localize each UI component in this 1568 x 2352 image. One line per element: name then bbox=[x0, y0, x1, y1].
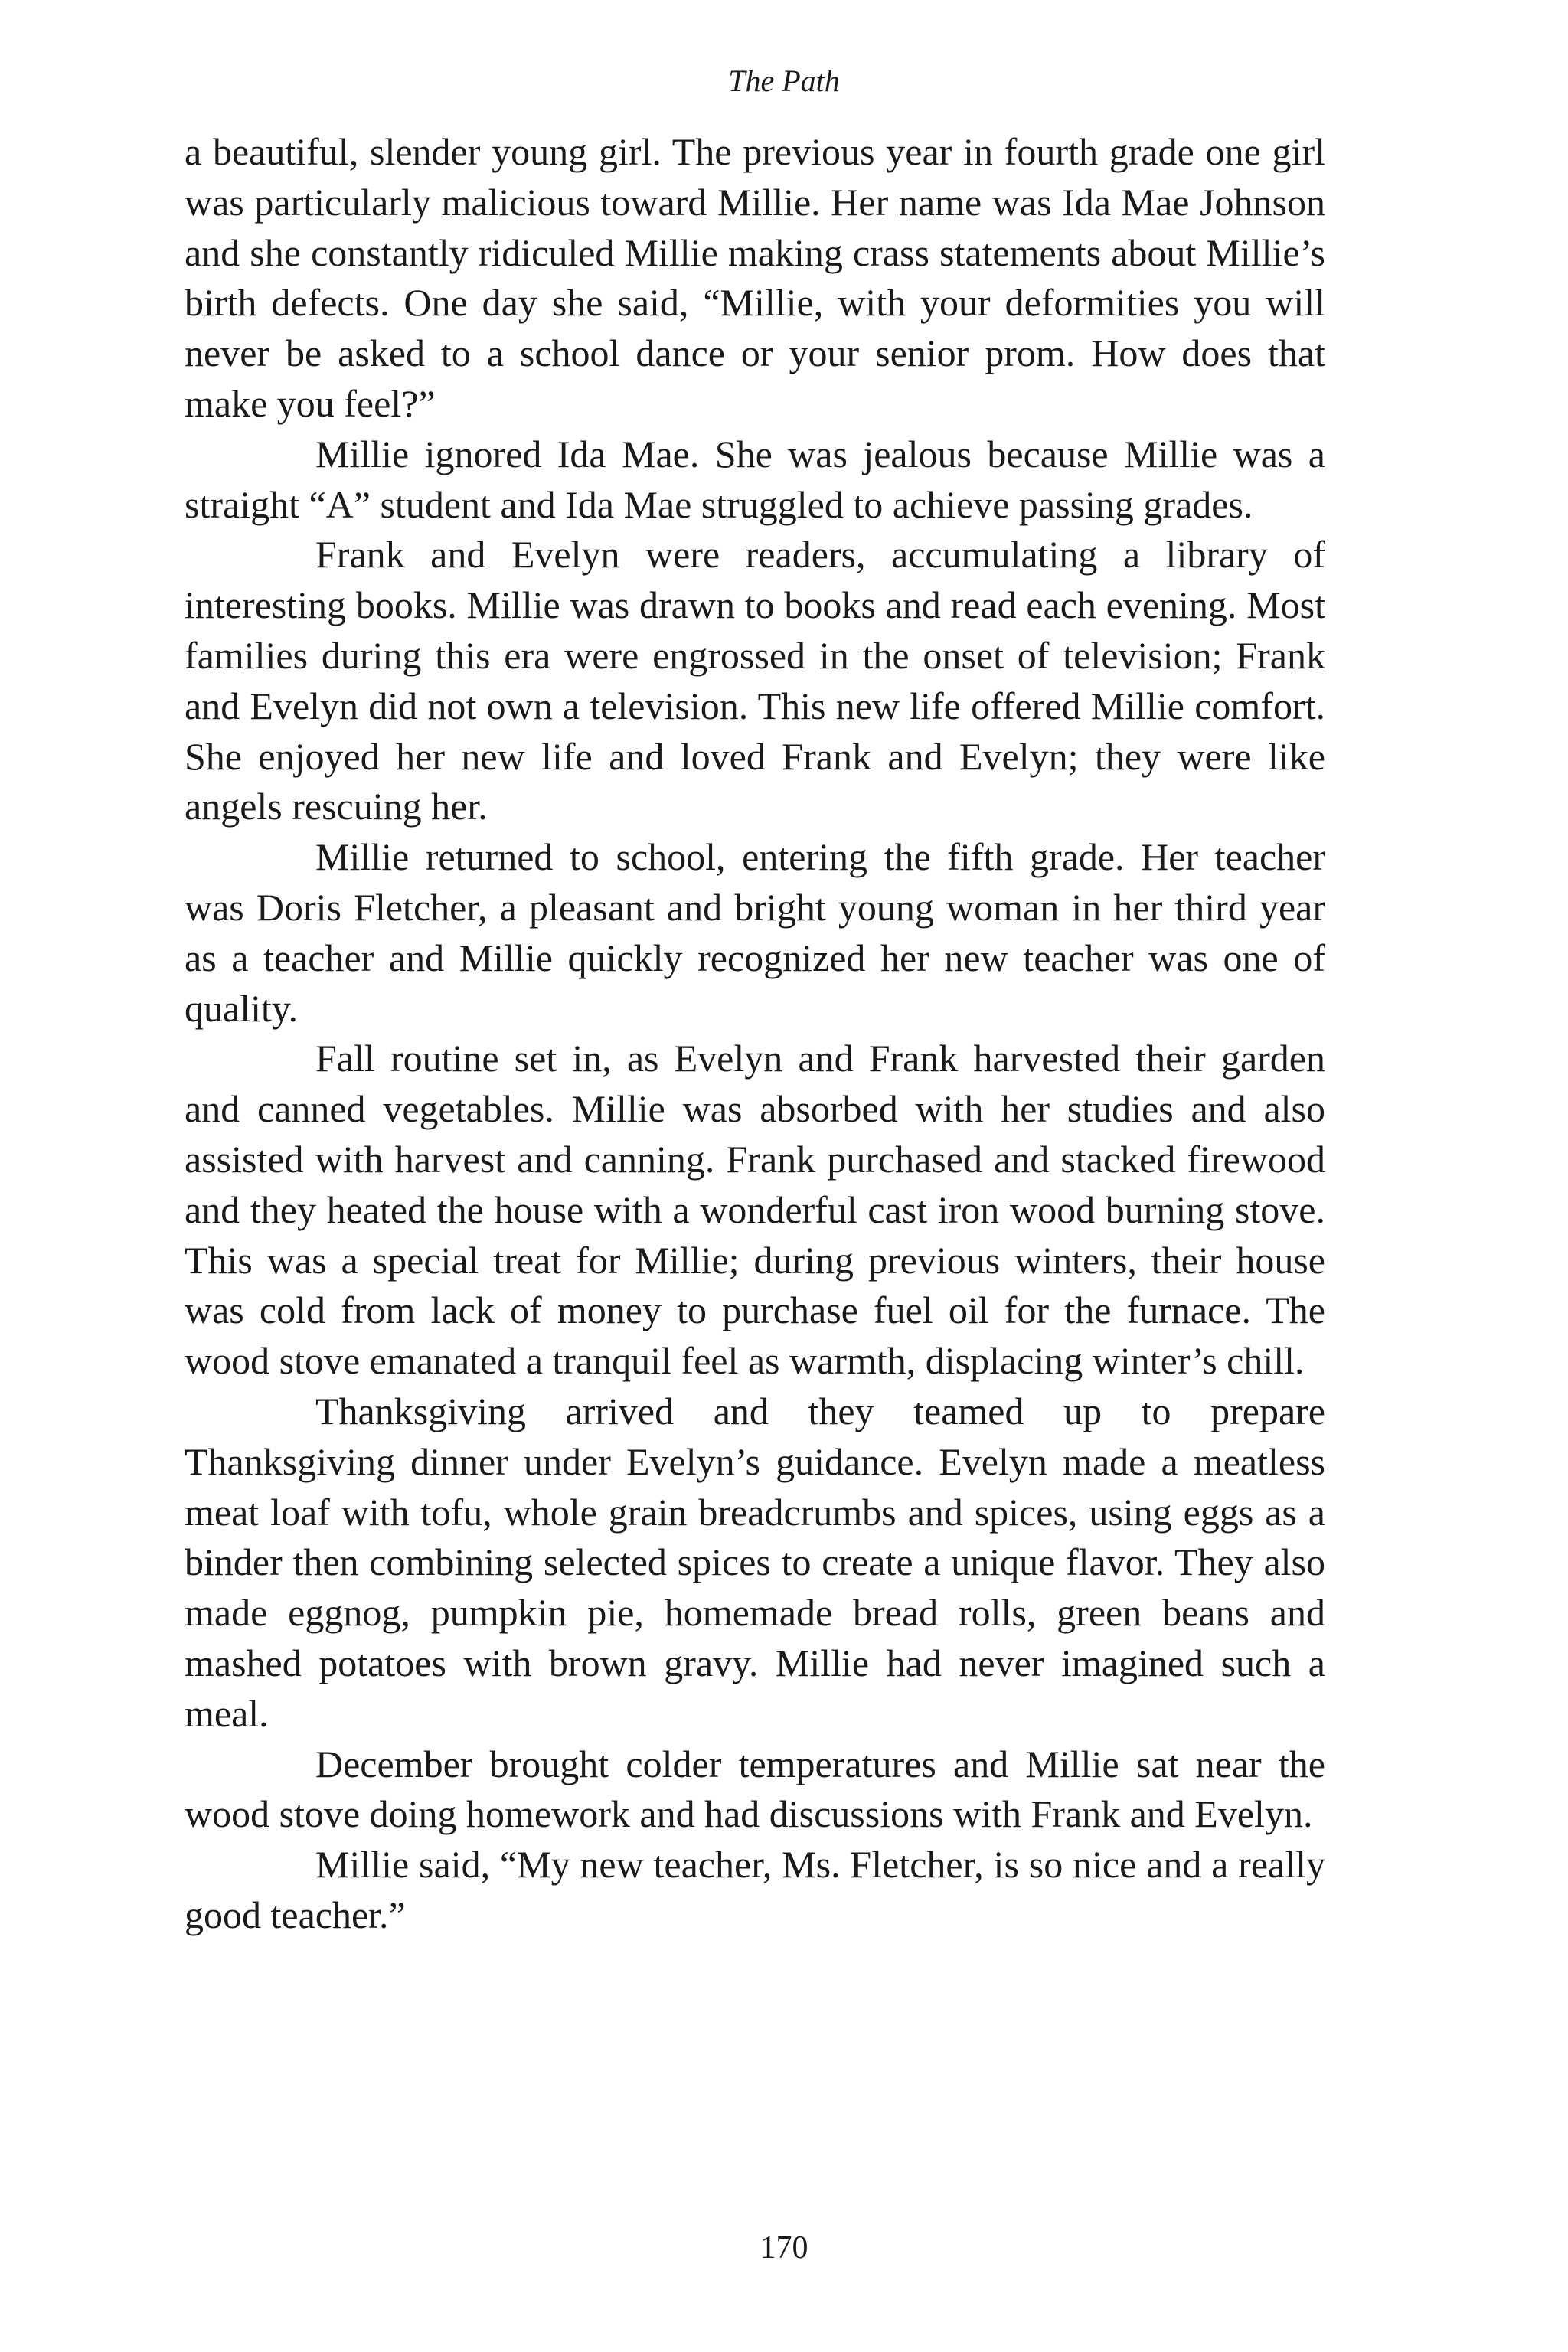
body-text bbox=[185, 127, 1325, 1941]
paragraph-ida-mae: Millie ignored Ida Mae. She was jealous because Millie was a straight “A” student and Ida Mae struggled to achieve passing grades. bbox=[185, 432, 1325, 526]
paragraph-millie-said: Millie said, “My new teacher, Ms. Fletcher, is so nice and a really good teacher.” bbox=[185, 1843, 1325, 1936]
paragraph-thanksgiving: Thanksgiving arrived and they teamed up to prepare Thanksgiving dinner under Evelyn’s guidance. Evelyn made a meatless meat loaf with tofu, whole grain breadcrumbs and spices, using eggs as a binder then combining selected spices to create a unique flavor. They also made eggnog, pumpkin pie, homemade bread rolls, green beans and mashed potatoes with brown gravy. Millie had never imagined such a meal. bbox=[185, 1389, 1325, 1735]
paragraph-fall-routine: Fall routine set in, as Evelyn and Frank harvested their garden and canned vegetables. Millie was absorbed with her studies and also assisted with harvest and canning. Frank purchased and stacked firewood and they heated the house with a wonderful cast iron wood burning stove. This was a special treat for Millie; during previous winters, their house was cold from lack of money to purchase fuel oil for the furnace. The wood stove emanated a tranquil feel as warmth, displacing winter’s chill. bbox=[185, 1037, 1325, 1383]
paragraph-continued: a beautiful, slender young girl. The previous year in fourth grade one girl was particularly malicious toward Millie. Her name was Ida Mae Johnson and she constantly ridiculed Millie making crass statements about Millie’s birth defects. One day she said, “Millie, with your deformities you will never be asked to a school dance or your senior prom. How does that make you feel?” bbox=[185, 130, 1325, 425]
paragraph-readers: Frank and Evelyn were readers, accumulating a library of interesting books. Millie was drawn to books and read each evening. Most families during this era were engrossed in the onset of television; Frank and Evelyn did not own a television. This new life offered Millie comfort. She enjoyed her new life and loved Frank and Evelyn; they were like angels rescuing her. bbox=[185, 533, 1325, 828]
page-number: 170 bbox=[760, 2230, 808, 2265]
paragraph-december: December brought colder temperatures and Millie sat near the wood stove doing homework and had discussions with Frank and Evelyn. bbox=[185, 1742, 1325, 1836]
paragraph-fifth-grade: Millie returned to school, entering the fifth grade. Her teacher was Doris Fletcher, a pleasant and bright young woman in her third year as a teacher and Millie quickly recognized her new teacher was one of quality. bbox=[185, 835, 1325, 1030]
running-header-title: The Path bbox=[728, 64, 840, 98]
